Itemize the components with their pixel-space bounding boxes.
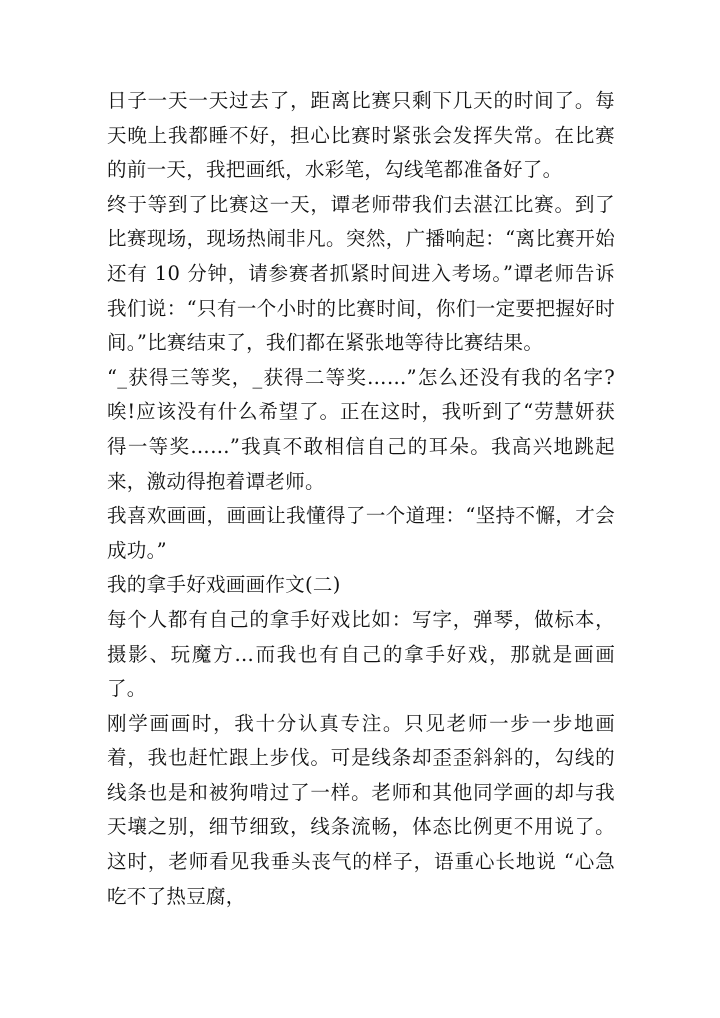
- paragraph-5: 每个人都有自己的拿手好戏比如：写字，弹琴，做标本，摄影、玩魔方…而我也有自己的拿手好戏，那就是画画了。: [107, 607, 615, 701]
- paragraph-2: 终于等到了比赛这一天，谭老师带我们去湛江比赛。到了比赛现场，现场热闹非凡。突然，广播响起：“离比赛开始还有 10 分钟，请参赛者抓紧时间进入考场。”谭老师告诉我们说：“只有一个小时的比赛时间，你们一定要把握好时间。”比赛结束了，我们都在紧张地等待比赛结果。: [107, 192, 615, 355]
- paragraph-4: 我喜欢画画，画画让我懂得了一个道理：“坚持不懈，才会成功。”: [107, 504, 615, 562]
- paragraph-1: 日子一天一天过去了，距离比赛只剩下几天的时间了。每天晚上我都睡不好，担心比赛时紧张会发挥失常。在比赛的前一天，我把画纸，水彩笔，勾线笔都准备好了。: [107, 89, 615, 182]
- document-body: [107, 84, 615, 914]
- paragraph-6: 刚学画画时，我十分认真专注。只见老师一步一步地画着，我也赶忙跟上步伐。可是线条却歪歪斜斜的，勾线的线条也是和被狗啃过了一样。老师和其他同学画的却与我天壤之别，细节细致，线条流畅，体态比例更不用说了。这时，老师看见我垂头丧气的样子，语重心长地说 “心急吃不了热豆腐，: [107, 711, 615, 908]
- section-title: 我的拿手好戏画画作文(二): [107, 573, 341, 597]
- paragraph-3: “_获得三等奖，_获得二等奖……”怎么还没有我的名字?唉!应该没有什么希望了。正在这时，我听到了“劳慧妍获得一等奖……”我真不敢相信自己的耳朵。我高兴地跳起来，激动得抱着谭老师。: [107, 365, 615, 493]
